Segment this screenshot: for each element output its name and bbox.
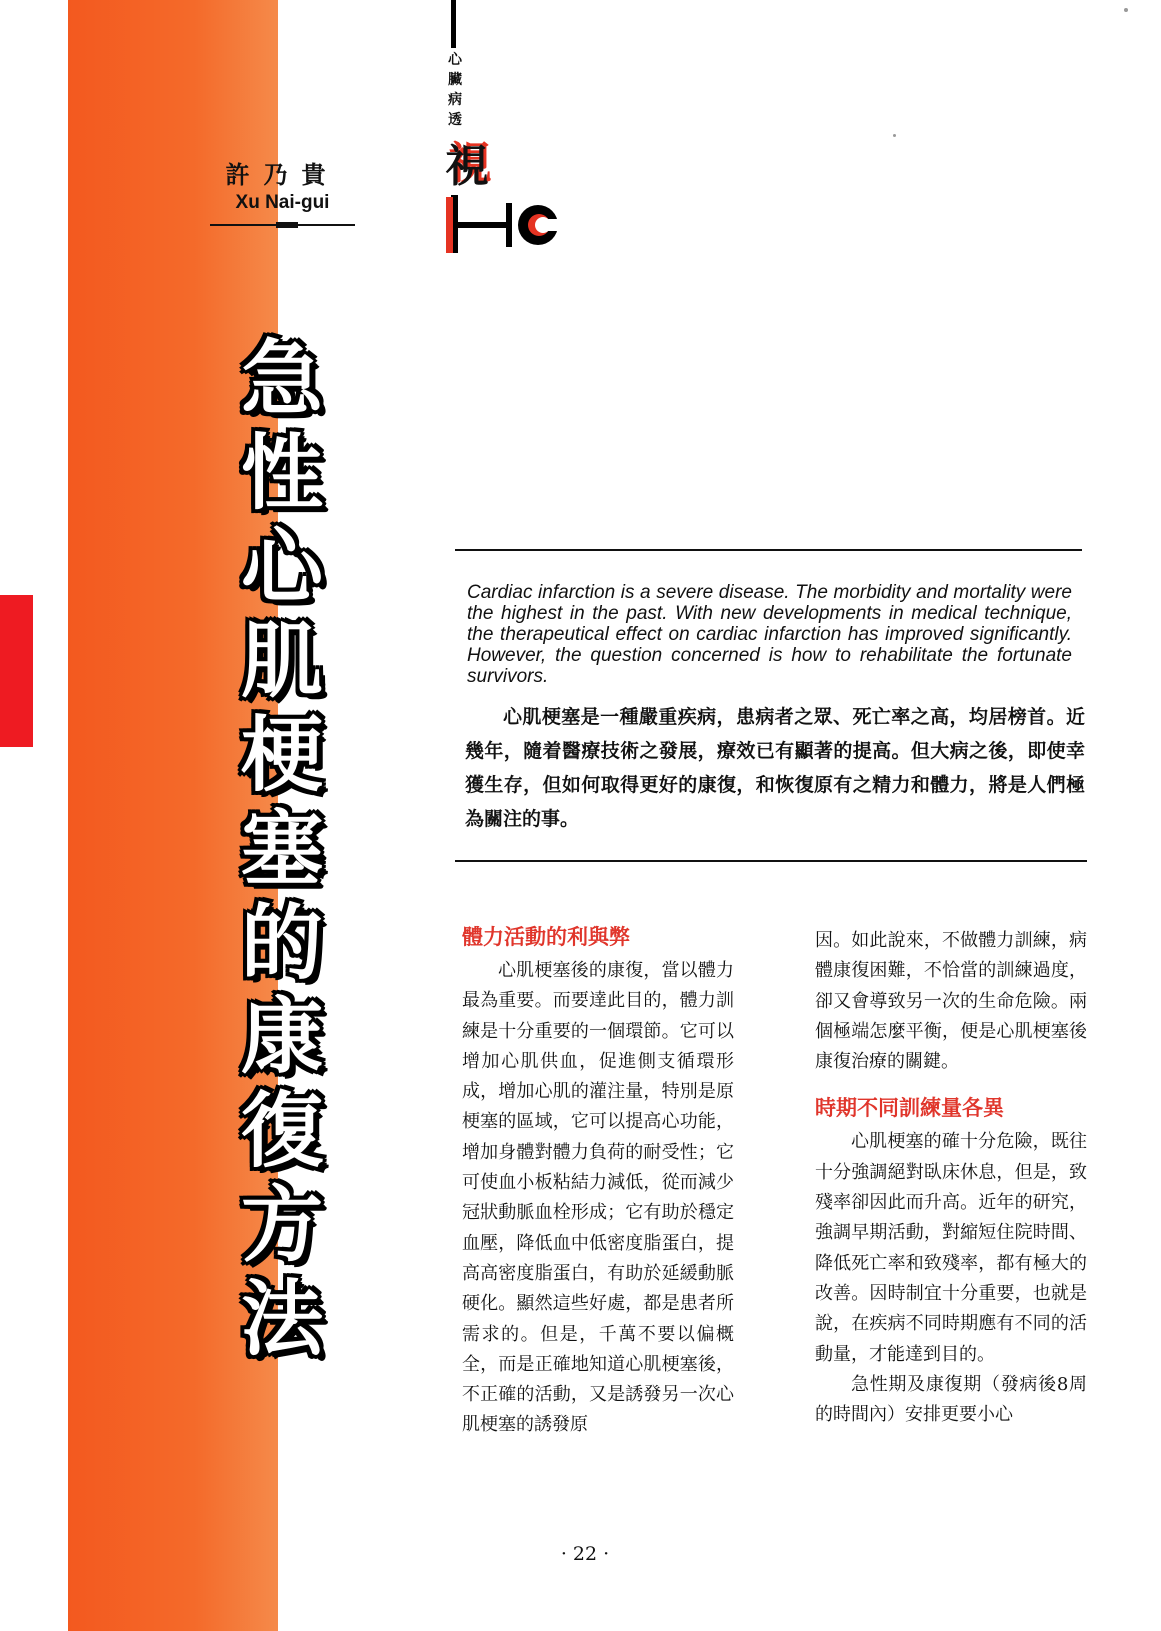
title-char: 復 [240,1084,323,1179]
title-char: 心 [240,520,323,615]
text-column-1 [462,922,734,1441]
scan-speck [1124,8,1128,12]
abstract-chinese: 心肌梗塞是一種嚴重疾病，患病者之眾、死亡率之高，均居榜首。近幾年，隨着醫療技術之發展，療效已有顯著的提高。但大病之後，即使幸獲生存，但如何取得更好的康復，和恢復原有之精力和體力，將是人們極為關注的事。 [465,706,1085,830]
title-char: 性 [240,426,323,521]
title-char: 梗 [240,708,323,803]
section-1-body-continued: 因。如此說來，不做體力訓練，病體康復困難，不恰當的訓練過度，卻又會導致另一次的生命危險。兩個極端怎麼平衡，便是心肌梗塞後康復治療的關鍵。 [815,930,1087,1073]
author-block [210,155,355,214]
section-1-body: 心肌梗塞後的康復，當以體力最為重要。而要達此目的，體力訓練是十分重要的一個環節。它可以增加心肌供血，促進側支循環形成，增加心肌的灌注量，特別是原梗塞的區域，它可以提高心功能，增加身體對體力負荷的耐受性；它可使血小板粘結力減低，從而減少冠狀動脈血栓形成；它有助於穩定血壓，降低血中低密度脂蛋白，提高高密度脂蛋白，有助於延緩動脈硬化。顯然這些好處，都是患者所需求的。但是，千萬不要以偏概全，而是正確地知道心肌梗塞後，不正確的活動，又是誘發另一次心肌梗塞的誘發原 [462,960,734,1436]
column-mark-line-top [451,0,456,48]
hc-logo-crossbar [456,222,508,228]
page-number: · 22 · [560,1543,610,1565]
abstract-english: Cardiac infarction is a severe disease. The morbidity and mortality were the highest in the past. With new developments in medical technique, the therapeutical effect on cardiac infarction has improved significantly. However, the question concerned is how to rehabilitate the fortunate survivors. [467,582,1072,687]
hc-logo-bar-right [506,203,512,247]
author-name-english: Xu Nai-gui [235,192,330,213]
title-char: 的 [240,896,323,991]
section-title-1: 體力活動的利與弊 [462,925,630,949]
section-title-2: 時期不同訓練量各異 [815,1096,1004,1121]
column-label-char: 透 [448,112,462,128]
abstract-bottom-rule [455,860,1087,862]
scan-speck [893,134,896,137]
title-char: 塞 [240,802,323,897]
author-name-chinese: 許乃貴 [225,160,340,189]
hc-logo-c-opening [546,219,564,231]
abstract-top-rule [455,549,1082,551]
title-char: 康 [240,990,323,1085]
hc-logo-text: HC [446,195,448,196]
column-label-char: 臟 [448,72,462,88]
column-label [444,50,466,130]
title-char: 法 [240,1272,323,1367]
hc-logo [446,195,566,255]
article-title [232,333,332,1367]
title-char: 肌 [240,614,323,709]
column-label-char: 病 [448,92,462,108]
red-edge-tab [0,595,33,747]
title-char: 方 [240,1178,323,1273]
title-char: 急 [240,332,323,427]
column-label-big-char: 視 [445,141,489,192]
text-column-2 [815,926,1087,1430]
column-label-char: 心 [448,52,462,68]
section-2-paragraph-2: 急性期及康復期（發病後8周的時間內）安排更要小心 [815,1373,1087,1426]
section-2-paragraph-1: 心肌梗塞的確十分危險，既往十分強調絕對臥床休息，但是，致殘率卻因此而升高。近年的研究，強調早期活動，對縮短住院時間、降低死亡率和致殘率，都有極大的改善。因時制宜十分重要，也就是說，在疾病不同時期應有不同的活動量，才能達到目的。 [815,1131,1087,1365]
author-underline-tick [276,222,298,228]
hc-logo-bar-red [446,197,453,253]
